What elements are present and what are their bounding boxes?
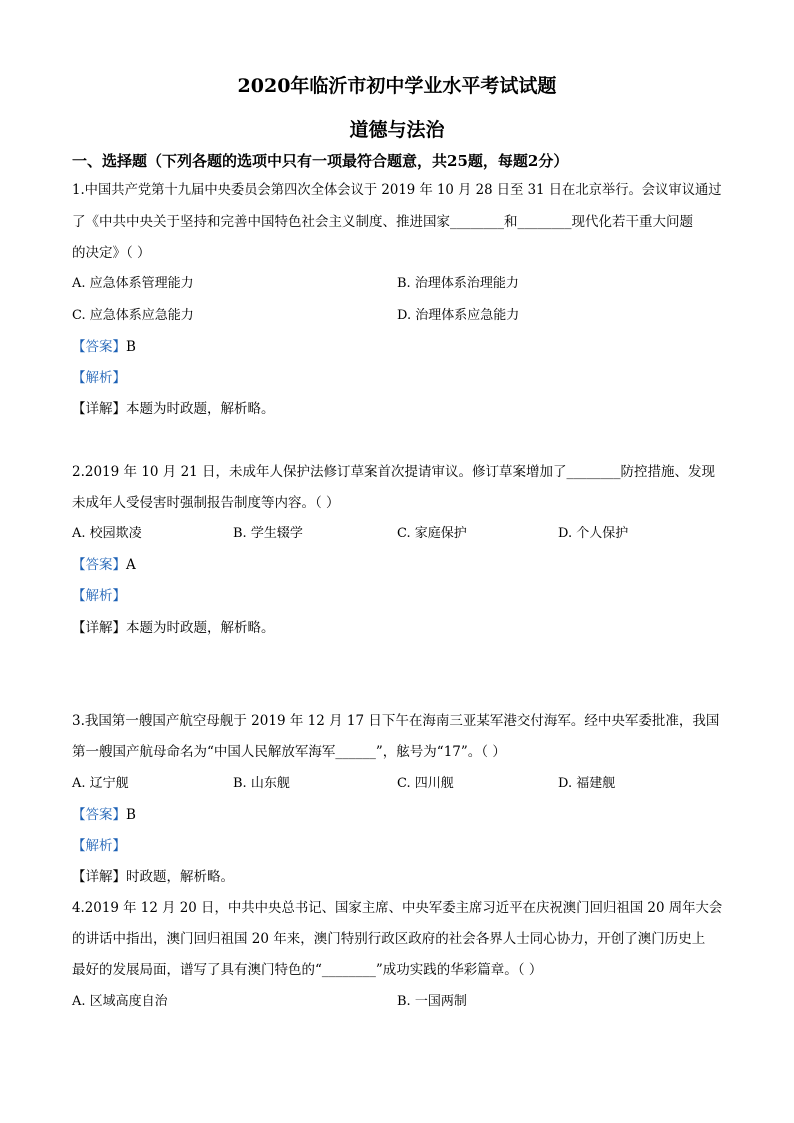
question-4-line-2: 的讲话中指出，澳门回归祖国 20 年来，澳门特别行政区政府的社会各界人士同心协力，开创了澳门历史上 <box>72 931 706 947</box>
question-2-line-1: 2.2019 年 10 月 21 日，未成年人保护法修订草案首次提请审议。修订草案增加了________防控措施、发现 <box>72 464 716 480</box>
answer-tag: 【答案】 <box>72 557 126 573</box>
exam-title: 2020年临沂市初中学业水平考试试题 <box>237 75 557 97</box>
question-3-line-1: 3.我国第一艘国产航空母舰于 2019 年 12 月 17 日下午在海南三亚某军港交付海军。经中央军委批准，我国 <box>72 713 720 729</box>
question-2-option-c: C. 家庭保护 <box>397 526 467 541</box>
question-2-option-a: A. 校园欺凌 <box>72 526 142 541</box>
question-1-option-b: B. 治理体系治理能力 <box>397 276 519 291</box>
question-3-detail <box>72 867 234 887</box>
question-1-option-c: C. 应急体系应急能力 <box>72 308 194 323</box>
detail-tag: 【详解】 <box>72 620 126 636</box>
detail-tag: 【详解】 <box>72 869 126 885</box>
detail-text: 时政题，解析略。 <box>126 869 234 885</box>
answer-value: B <box>126 807 136 823</box>
answer-value: A <box>126 557 136 573</box>
question-3-option-a: A. 辽宁舰 <box>72 776 129 791</box>
answer-tag: 【答案】 <box>72 339 126 355</box>
question-1-detail <box>72 399 275 419</box>
subject-title: 道德与法治 <box>349 119 445 141</box>
question-3-line-2: 第一艘国产航母命名为“中国人民解放军海军______”，舷号为“17”。（ ） <box>72 744 506 760</box>
question-2-option-d: D. 个人保护 <box>558 526 629 541</box>
question-1-line-3: 的决定》（ ） <box>72 245 151 261</box>
question-1-option-a: A. 应急体系管理能力 <box>72 276 194 291</box>
question-1-line-1: 1.中国共产党第十九届中央委员会第四次全体会议于 2019 年 10 月 28 日至 31 日在北京举行。会议审议通过 <box>72 182 722 198</box>
question-1-analysis <box>72 368 126 388</box>
question-4-option-a: A. 区域高度自治 <box>72 994 168 1009</box>
question-1-option-d: D. 治理体系应急能力 <box>397 308 520 323</box>
question-2-option-b: B. 学生辍学 <box>233 526 303 541</box>
question-2-analysis <box>72 586 126 606</box>
question-1-line-2: 了《中共中央关于坚持和完善中国特色社会主义制度、推进国家________和________现代化若干重大问题 <box>72 214 693 230</box>
question-1-answer <box>72 337 136 357</box>
answer-value: B <box>126 339 136 355</box>
question-3-analysis <box>72 836 126 856</box>
question-4-line-3: 最好的发展局面，谱写了具有澳门特色的“________”成功实践的华彩篇章。（ ） <box>72 962 543 978</box>
question-3-option-b: B. 山东舰 <box>233 776 290 791</box>
detail-tag: 【详解】 <box>72 401 126 417</box>
question-2-detail <box>72 618 275 638</box>
question-3-option-d: D. 福建舰 <box>558 776 616 791</box>
question-4-line-1: 4.2019 年 12 月 20 日，中共中央总书记、国家主席、中央军委主席习近平在庆祝澳门回归祖国 20 周年大会 <box>72 900 723 916</box>
analysis-tag: 【解析】 <box>72 370 126 386</box>
question-2-line-2: 未成年人受侵害时强制报告制度等内容。（ ） <box>72 495 340 511</box>
analysis-tag: 【解析】 <box>72 588 126 604</box>
question-4-option-b: B. 一国两制 <box>397 994 467 1009</box>
analysis-tag: 【解析】 <box>72 838 126 854</box>
detail-text: 本题为时政题，解析略。 <box>126 401 275 417</box>
question-2-answer <box>72 555 136 575</box>
detail-text: 本题为时政题，解析略。 <box>126 620 275 636</box>
question-3-option-c: C. 四川舰 <box>397 776 454 791</box>
answer-tag: 【答案】 <box>72 807 126 823</box>
question-3-answer <box>72 805 136 825</box>
section-heading: 一、选择题（下列各题的选项中只有一项最符合题意，共25题，每题2分） <box>72 152 569 170</box>
